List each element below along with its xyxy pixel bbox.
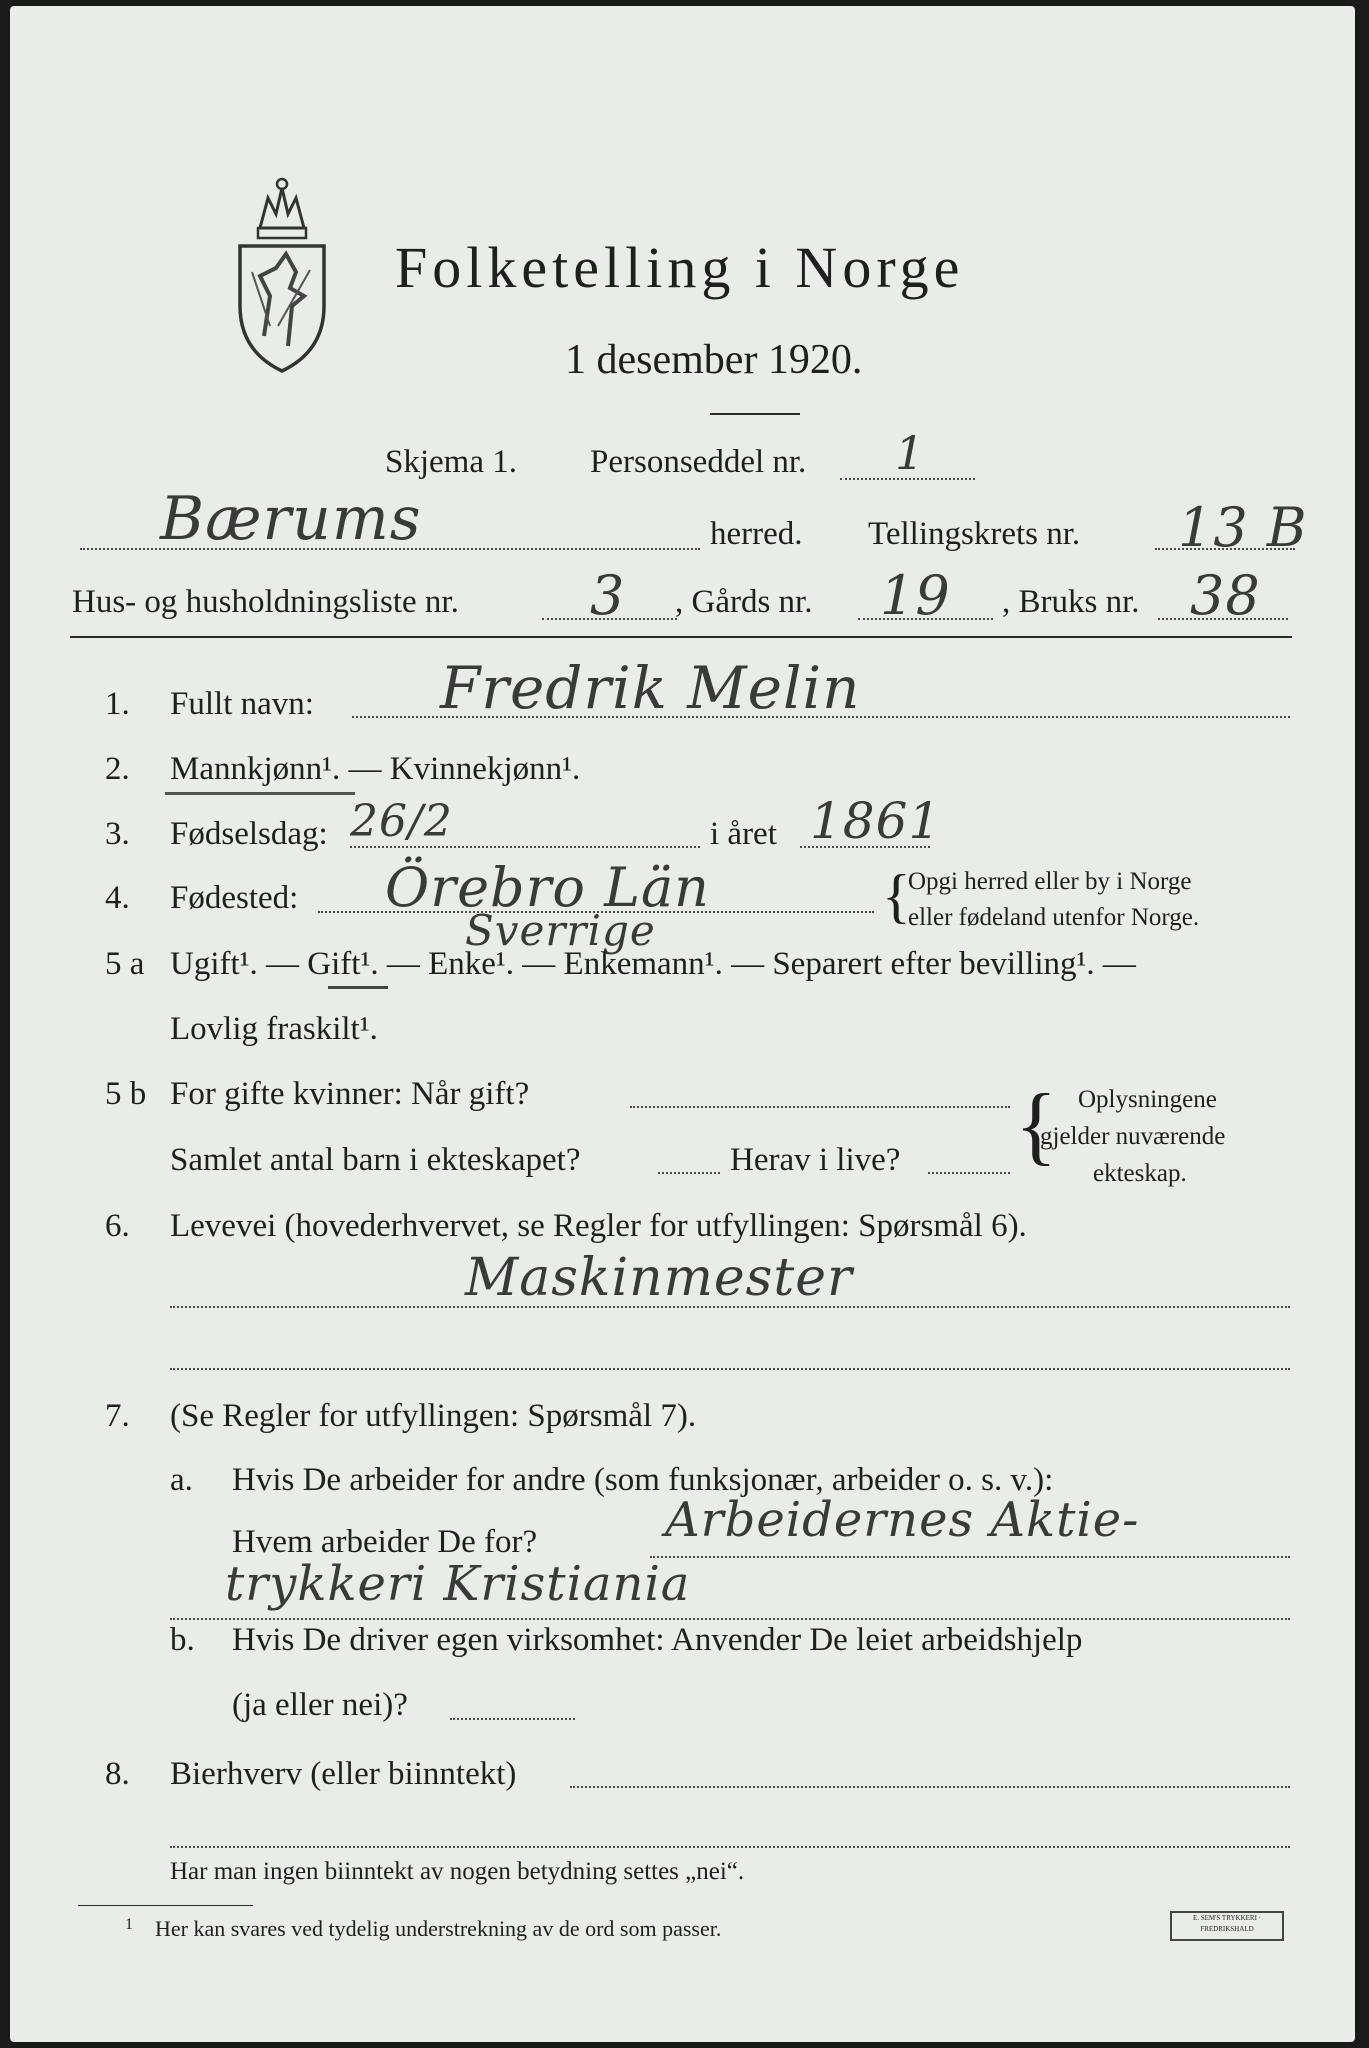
- q2-mark-underline: [165, 792, 355, 795]
- q4-number: 4.: [105, 880, 130, 916]
- q5a-options-line2: Lovlig fraskilt¹.: [170, 1011, 378, 1047]
- q7-number: 7.: [105, 1398, 130, 1434]
- q2-number: 2.: [105, 751, 130, 787]
- census-date: 1 desember 1920.: [565, 337, 863, 383]
- footnote-mark: 1: [125, 1916, 133, 1933]
- q6-field-2[interactable]: [170, 1368, 1290, 1370]
- q7a-field-2[interactable]: [170, 1618, 1290, 1620]
- q3-day-value: 26/2: [350, 796, 453, 847]
- q5a-options: Ugift¹. — Gift¹. — Enke¹. — Enkemann¹. — Separert efter bevilling¹. —: [170, 946, 1136, 982]
- title-divider: [710, 413, 800, 415]
- q4-value: Örebro Län: [385, 856, 710, 919]
- q4-note-2: eller fødeland utenfor Norge.: [908, 904, 1200, 931]
- q7b-line1: Hvis De driver egen virksomhet: Anvender De leiet arbeidshjelp: [232, 1622, 1083, 1658]
- header-rule: [70, 636, 1292, 638]
- hus-label: Hus- og husholdningsliste nr.: [72, 584, 459, 620]
- q5a-gift-underline: [328, 986, 388, 989]
- q5b-note-1: Oplysningene: [1078, 1086, 1217, 1113]
- q5b-note-2: gjelder nuværende: [1040, 1123, 1226, 1150]
- form-title: Folketelling i Norge: [395, 235, 965, 300]
- q5b-children-label: Samlet antal barn i ekteskapet?: [170, 1142, 581, 1178]
- q3-year-value: 1861: [810, 792, 942, 850]
- q6-value: Maskinmester: [465, 1248, 853, 1308]
- q7b-line2: (ja eller nei)?: [232, 1687, 408, 1723]
- q7b-letter: b.: [170, 1622, 195, 1658]
- municipality-value: Bærums: [160, 484, 422, 554]
- footnote-divider: [78, 1905, 253, 1906]
- q5b-children-field[interactable]: [658, 1172, 720, 1174]
- skjema-label: Skjema 1.: [385, 444, 517, 480]
- q7a-letter: a.: [170, 1462, 193, 1498]
- q7a-value-2: trykkeri Kristiania: [225, 1556, 691, 1612]
- q7-label: (Se Regler for utfyllingen: Spørsmål 7).: [170, 1398, 697, 1434]
- printer-stamp-text: E. SEM'S TRYKKERI · FREDRIKSHALD: [1192, 1914, 1262, 1933]
- q5b-married-field[interactable]: [630, 1106, 1010, 1108]
- personseddel-label: Personseddel nr.: [590, 444, 807, 480]
- printer-stamp: [1170, 1911, 1284, 1941]
- q7b-field[interactable]: [450, 1718, 575, 1720]
- q4-note-1: Opgi herred eller by i Norge: [908, 868, 1192, 895]
- municipality-field[interactable]: [80, 548, 700, 550]
- q5b-alive-field[interactable]: [928, 1172, 1010, 1174]
- census-form-sheet: [10, 6, 1355, 2042]
- bruks-label: , Bruks nr.: [1002, 584, 1140, 620]
- q7a-field-1[interactable]: [650, 1556, 1290, 1558]
- q1-number: 1.: [105, 686, 130, 722]
- herred-label: herred.: [710, 516, 803, 552]
- q3-number: 3.: [105, 816, 130, 852]
- q3-year-label: i året: [710, 816, 777, 852]
- tellingskrets-label: Tellingskrets nr.: [868, 516, 1081, 552]
- gards-label: , Gårds nr.: [675, 584, 813, 620]
- footer-note: Har man ingen biinntekt av nogen betydning settes „nei“.: [170, 1858, 745, 1885]
- q3-label: Fødselsdag:: [170, 816, 328, 852]
- q7a-value-1: Arbeidernes Aktie-: [665, 1492, 1140, 1548]
- personseddel-value: 1: [895, 426, 926, 480]
- q5b-alive-label: Herav i live?: [730, 1142, 901, 1178]
- q6-number: 6.: [105, 1208, 130, 1244]
- q1-value: Fredrik Melin: [440, 654, 861, 722]
- q8-field-2[interactable]: [170, 1846, 1290, 1848]
- q1-label: Fullt navn:: [170, 686, 314, 722]
- q7a-line1: Hvis De arbeider for andre (som funksjonær, arbeider o. s. v.):: [232, 1462, 1054, 1498]
- q5b-married-label: For gifte kvinner: Når gift?: [170, 1076, 530, 1112]
- tellingskrets-value: 13 B: [1178, 496, 1308, 559]
- q4-brace: {: [882, 863, 911, 929]
- q6-label: Levevei (hovederhvervet, se Regler for utfyllingen: Spørsmål 6).: [170, 1208, 1027, 1244]
- q5b-brace: {: [1015, 1077, 1058, 1174]
- q5b-note-3: ekteskap.: [1093, 1160, 1187, 1187]
- q4-label: Fødested:: [170, 880, 299, 916]
- q6-field[interactable]: [170, 1306, 1290, 1308]
- hus-value: 3: [590, 564, 626, 627]
- q7a-line2: Hvem arbeider De for?: [232, 1524, 538, 1560]
- q2-label: Mannkjønn¹. — Kvinnekjønn¹.: [170, 751, 581, 787]
- gards-value: 19: [880, 564, 951, 627]
- q8-number: 8.: [105, 1756, 130, 1792]
- footnote-text: Her kan svares ved tydelig understrekning av de ord som passer.: [155, 1916, 722, 1941]
- q5a-number: 5 a: [105, 946, 145, 982]
- q5b-number: 5 b: [105, 1076, 147, 1112]
- q8-field[interactable]: [570, 1786, 1290, 1788]
- norway-coat-of-arms-icon: [230, 176, 335, 376]
- bruks-value: 38: [1190, 564, 1261, 627]
- q4-value-country: Sverrige: [465, 906, 656, 955]
- q8-label: Bierhverv (eller biinntekt): [170, 1756, 517, 1792]
